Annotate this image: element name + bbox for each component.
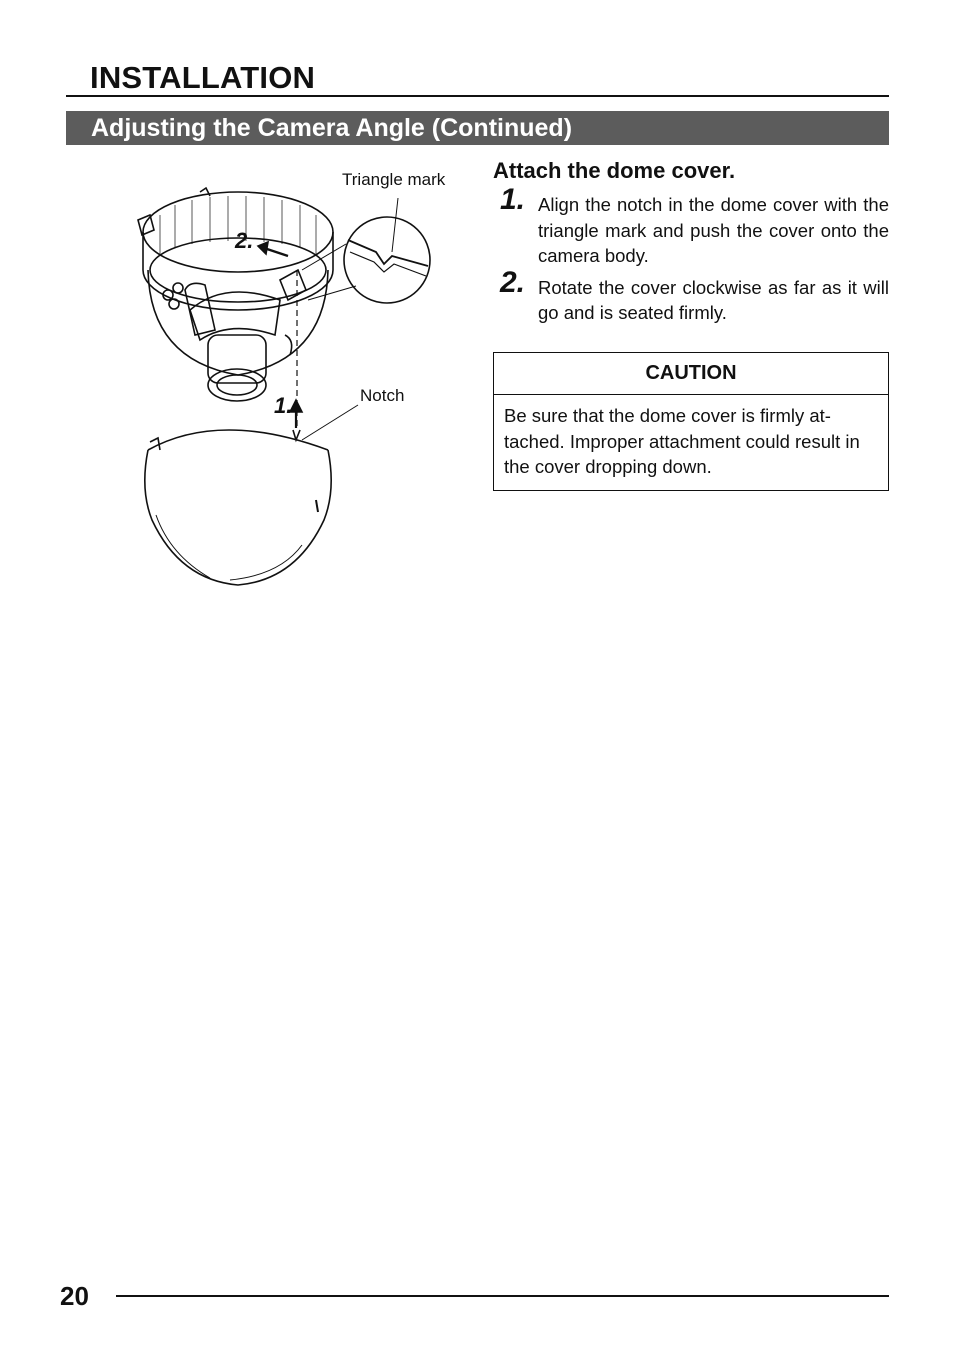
label-notch: Notch (360, 386, 405, 405)
figure-step-1-tag: 1. (274, 393, 293, 418)
caution-title: CAUTION (494, 353, 888, 395)
label-triangle-mark: Triangle mark (342, 170, 446, 189)
dome-cover (145, 450, 331, 585)
instructions (493, 158, 889, 326)
caution-box (493, 352, 889, 491)
step-number: 2. (500, 265, 526, 299)
step-number: 1. (500, 183, 526, 216)
section-header-bar (66, 111, 889, 145)
camera-drawing (130, 160, 470, 600)
step-item (493, 265, 889, 326)
chapter-rule (66, 95, 889, 97)
page-number: 20 (60, 1281, 89, 1311)
step-text: Rotate the cover clockwise as far as it will go and is seated firmly. (538, 276, 889, 323)
caution-text: Be sure that the dome cover is firmly attached. Improper attachment could result in the cover dropping down. (504, 405, 860, 477)
figure-step-2-tag: 2. (235, 228, 254, 253)
camera-bowl (148, 270, 328, 375)
instructions-heading: Attach the dome cover. (493, 158, 736, 183)
footer-rule (116, 1295, 889, 1297)
dome-camera-illustration (130, 160, 470, 600)
step-text: Align the notch in the dome cover with the triangle mark and push the cover onto the camera body. (538, 194, 889, 266)
dome-rim (148, 430, 328, 450)
chapter-title: INSTALLATION (90, 60, 316, 95)
step-item (493, 183, 889, 269)
section-title: Adjusting the Camera Angle (Continued) (91, 114, 573, 142)
